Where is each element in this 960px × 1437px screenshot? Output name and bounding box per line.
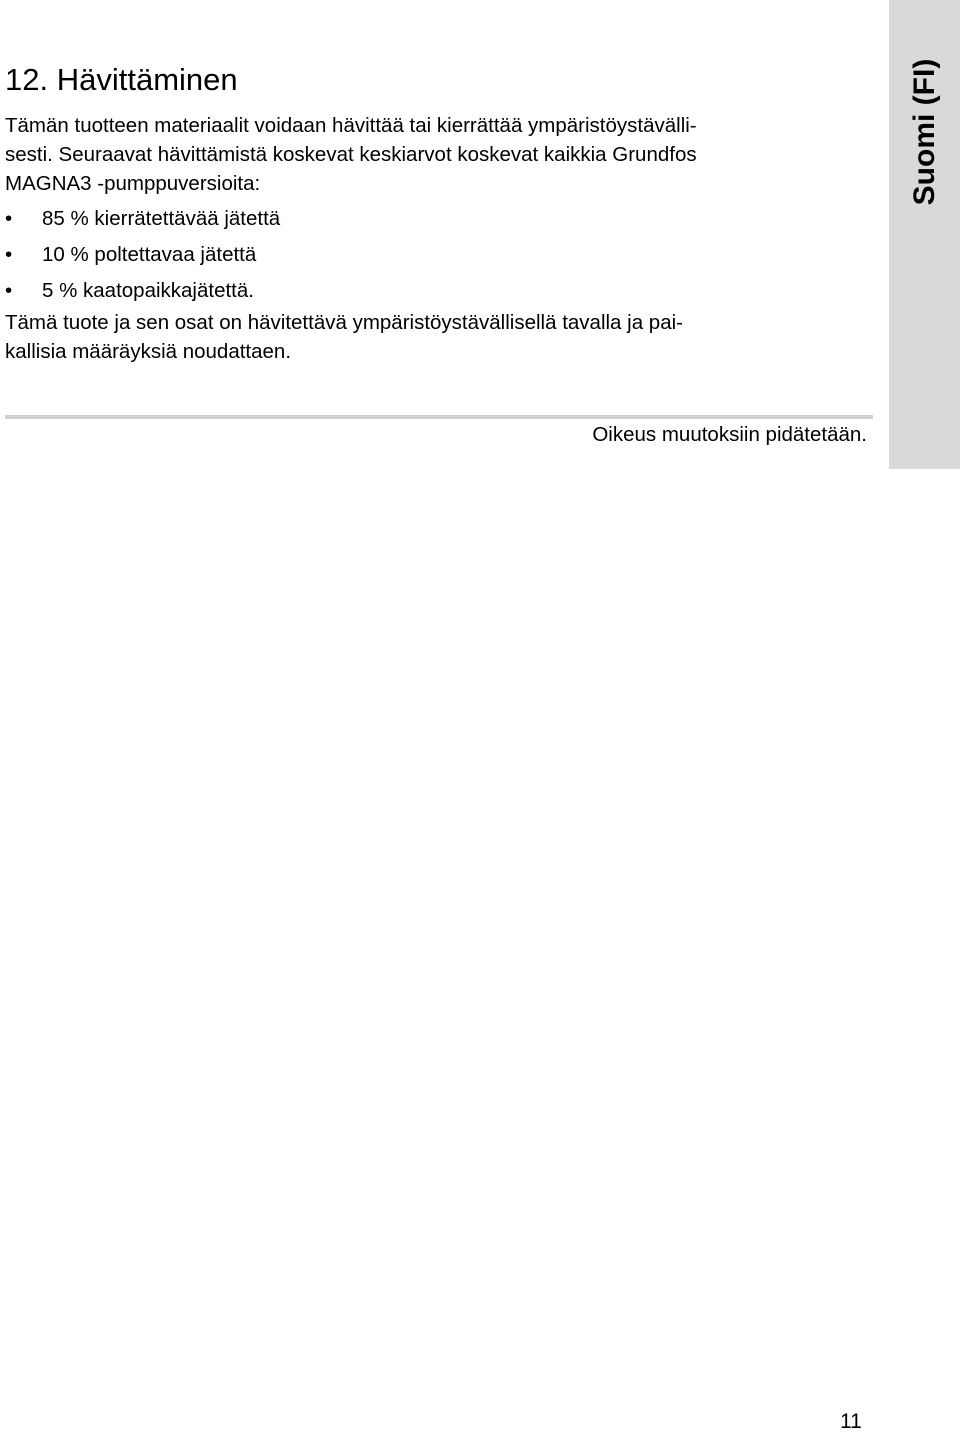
- closing-line: Tämä tuote ja sen osat on hävitettävä ympäristöystävällisellä tavalla ja pai-: [5, 311, 683, 334]
- bullet-icon: •: [5, 279, 13, 302]
- language-tab: [889, 0, 960, 469]
- intro-line: sesti. Seuraavat hävittämistä koskevat keskiarvot koskevat kaikkia Grundfos: [5, 143, 697, 166]
- bullet-icon: •: [5, 243, 13, 266]
- language-tab-label: Suomi (FI): [907, 58, 941, 206]
- list-item-text: 10 % poltettavaa jätettä: [42, 243, 257, 266]
- intro-line: Tämän tuotteen materiaalit voidaan hävittää tai kierrättää ympäristöystävälli-: [5, 114, 697, 137]
- page-number: 11: [840, 1410, 862, 1433]
- list-item: [5, 201, 280, 237]
- section-divider: [5, 415, 873, 419]
- section-heading: 12. Hävittäminen: [5, 62, 238, 97]
- intro-line: MAGNA3 -pumppuversioita:: [5, 172, 261, 195]
- rights-reserved-note: Oikeus muutoksiin pidätetään.: [592, 423, 867, 446]
- bullet-icon: •: [5, 207, 13, 230]
- list-item-text: 5 % kaatopaikkajätettä.: [42, 279, 254, 302]
- closing-line: kallisia määräyksiä noudattaen.: [5, 340, 292, 363]
- intro-paragraph: [5, 111, 870, 198]
- list-item: [5, 273, 280, 309]
- list-item: [5, 237, 280, 273]
- closing-paragraph: [5, 308, 870, 366]
- list-item-text: 85 % kierrätettävää jätettä: [42, 207, 281, 230]
- disposal-percentages-list: [5, 201, 280, 309]
